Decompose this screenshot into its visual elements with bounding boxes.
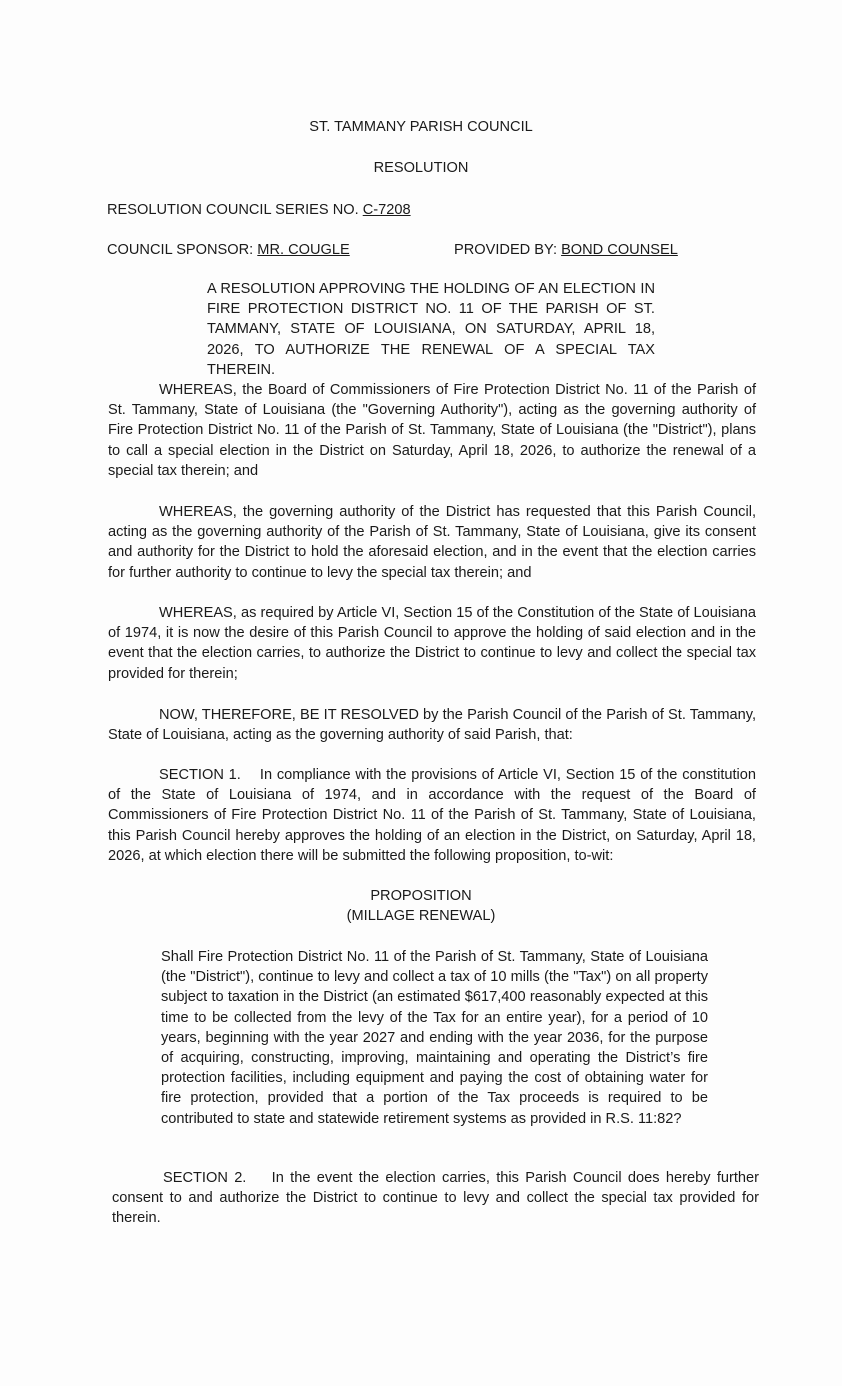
sponsor-name: MR. COUGLE (257, 242, 350, 258)
council-heading: ST. TAMMANY PARISH COUNCIL (309, 119, 533, 135)
series-number: C-7208 (362, 202, 411, 218)
proposition-subheading: (MILLAGE RENEWAL) (346, 908, 496, 924)
section-2-paragraph (112, 1168, 759, 1229)
provided-by-label: PROVIDED BY: (454, 242, 557, 258)
provided-by-value: BOND COUNSEL (561, 242, 678, 258)
whereas-paragraph-3: WHEREAS, as required by Article VI, Section 15 of the Constitution of the State of Louisiana of 1974, it is now the desire of this Parish Council to approve the holding of said election and in the event that the election carries, to authorize the District to continue to levy and collect the special tax provided for therein; (108, 605, 756, 682)
whereas-paragraph-1: WHEREAS, the Board of Commissioners of Fire Protection District No. 11 of the Parish of St. Tammany, State of Louisiana (the "Governing Authority"), acting as the governing authority of Fire Protection District No. 11 of the Parish of St. Tammany, State of Louisiana (the "District"), plans to call a special election in the District on Saturday, April 18, 2026, to authorize the renewal of a special tax therein; and (108, 382, 756, 479)
proposition-text: Shall Fire Protection District No. 11 of the Parish of St. Tammany, State of Louisiana (the "District"), continue to levy and collect a tax of 10 mills (the "Tax") on all property subject to taxation in the District (an estimated $617,400 reasonably expected at this time to be collected from the levy of the Tax for an entire year), for a period of 10 years, beginning with the year 2027 and ending with the year 2036, for the purpose of acquiring, constructing, improving, maintaining and operating the District’s fire protection facilities, including equipment and paying the cost of obtaining water for fire protection, provided that a portion of the Tax proceeds is required to be contributed to state and statewide retirement systems as provided in R.S. 11:82? (161, 949, 708, 1127)
sponsor-label: COUNCIL SPONSOR: (107, 242, 254, 258)
whereas-paragraph-2: WHEREAS, the governing authority of the District has requested that this Parish Council, acting as the governing authority of the Parish of St. Tammany, State of Louisiana, give its consent and authority for the District to hold the aforesaid election, and in the event that the election carries for further authority to continue to levy the special tax therein; and (108, 504, 756, 581)
section-1-paragraph (108, 765, 756, 866)
series-line (107, 200, 411, 220)
resolved-paragraph: NOW, THEREFORE, BE IT RESOLVED by the Parish Council of the Parish of St. Tammany, State of Louisiana, acting as the governing authority of said Parish, that: (108, 707, 756, 744)
document-type-heading: RESOLUTION (373, 160, 469, 176)
section-2-label: SECTION 2. (163, 1170, 247, 1186)
proposition-heading: PROPOSITION (370, 888, 472, 904)
provided-by-line (454, 240, 678, 260)
series-label: RESOLUTION COUNCIL SERIES NO. (107, 202, 359, 218)
section-2-text: In the event the election carries, this Parish Council does hereby further consent to and authorize the District to continue to levy and collect the special tax provided for therein. (112, 1170, 760, 1227)
section-1-text: In compliance with the provisions of Article VI, Section 15 of the constitution of the State of Louisiana of 1974, and in accordance with the request of the Board of Commissioners of Fire Protection District No. 11 of the Parish of St. Tammany, State of Louisiana, this Parish Council hereby approves the holding of an election in the District, on Saturday, April 18, 2026, at which election there will be submitted the following proposition, to-wit: (108, 767, 757, 864)
resolution-title: A RESOLUTION APPROVING THE HOLDING OF AN ELECTION IN FIRE PROTECTION DISTRICT NO. 11 OF THE PARISH OF ST. TAMMANY, STATE OF LOUISIANA, ON SATURDAY, APRIL 18, 2026, TO AUTHORIZE THE RENEWAL OF A SPECIAL TAX THEREIN. (207, 281, 655, 378)
section-1-label: SECTION 1. (159, 767, 241, 783)
sponsor-line (107, 240, 350, 260)
